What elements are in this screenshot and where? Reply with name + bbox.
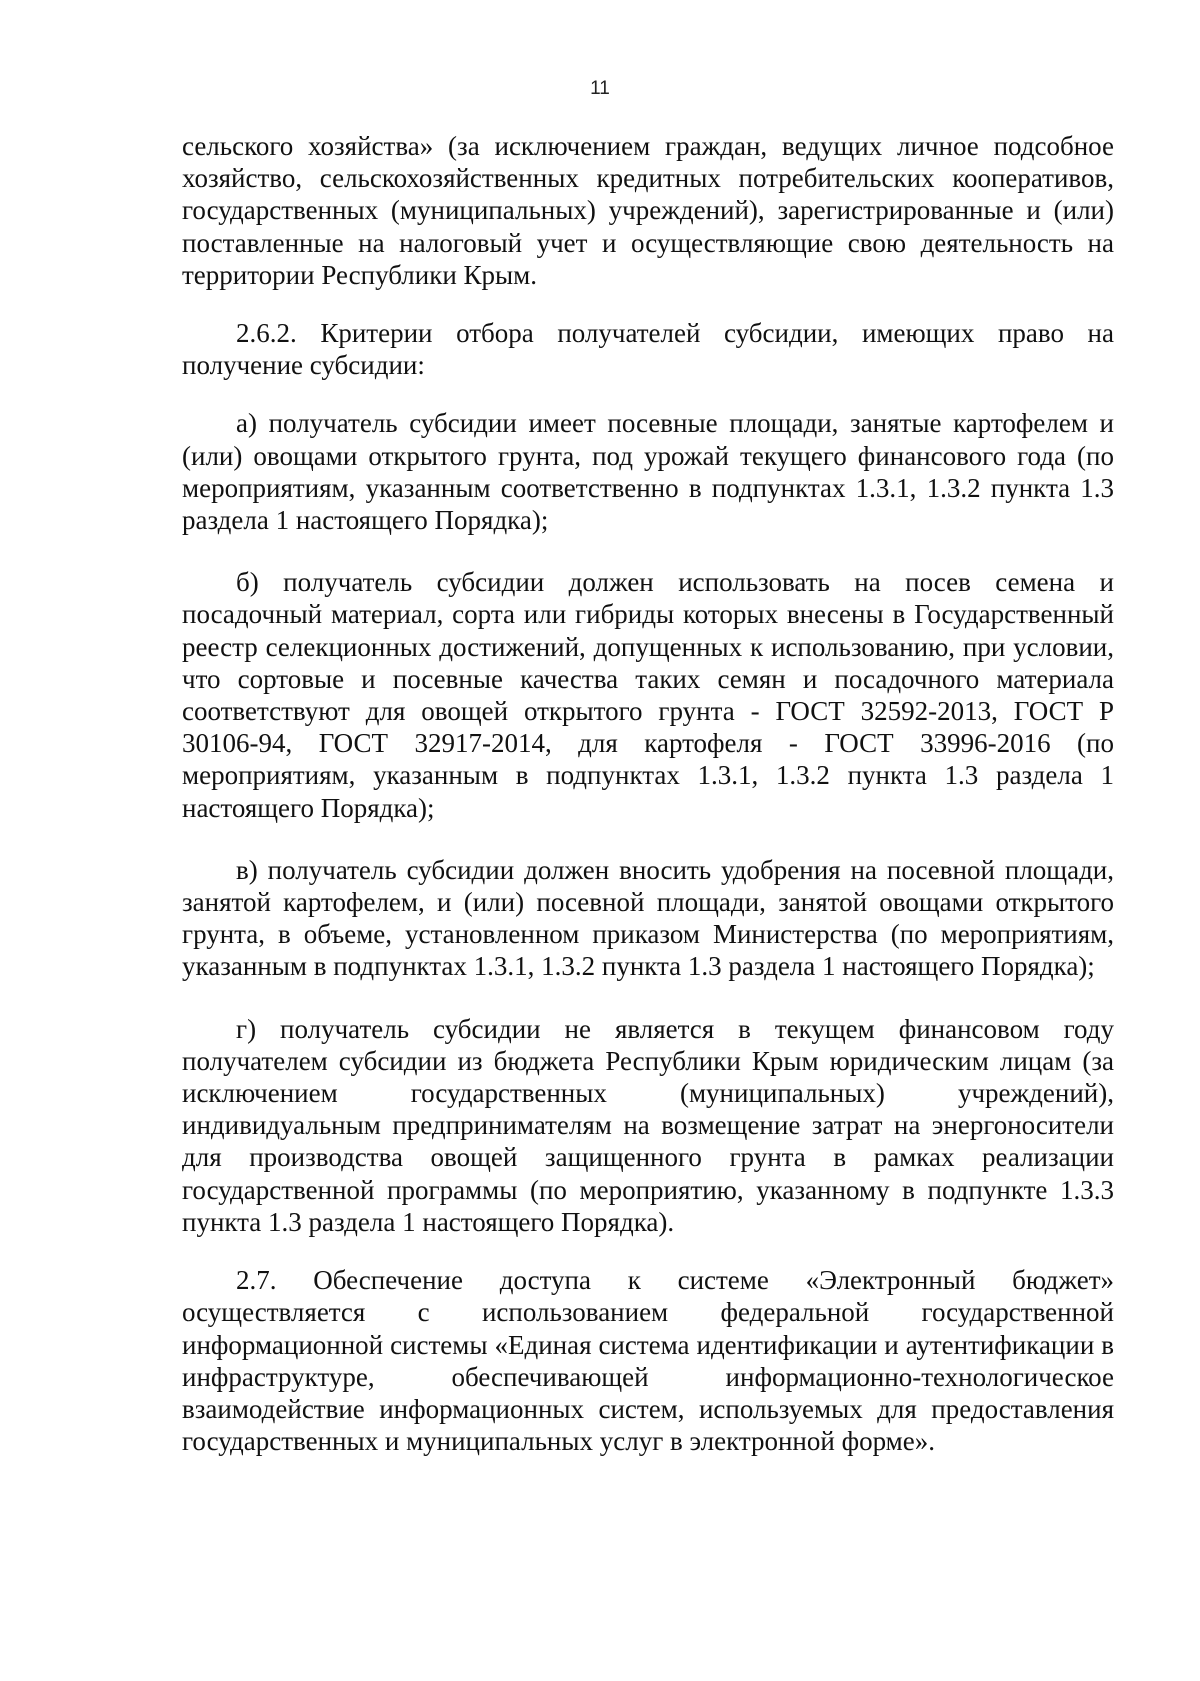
document-body — [182, 130, 1114, 1457]
paragraph-item-b: б) получатель субсидии должен использовать на посев семена и посадочный материал, сорта или гибриды которых внесены в Государственный реестр селекционных достижений, допущенных к использованию, при условии, что сортовые и посевные качества таких семян и посадочного материала соответствуют для овощей открытого грунта - ГОСТ 32592-2013, ГОСТ Р 30106-94, ГОСТ 32917-2014, для картофеля - ГОСТ 33996-2016 (по мероприятиям, указанным в подпунктах 1.3.1, 1.3.2 пункта 1.3 раздела 1 настоящего Порядка); — [182, 567, 1114, 823]
paragraph-item-g: г) получатель субсидии не является в текущем финансовом году получателем субсидии из бюджета Республики Крым юридическим лицам (за исключением государственных (муниципальных) учреждений), индивидуальным предпринимателям на возмещение затрат на энергоносители для производства овощей защищенного грунта в рамках реализации государственной программы (по мероприятию, указанному в подпункте 1.3.3 пункта 1.3 раздела 1 настоящего Порядка). — [182, 1013, 1114, 1237]
paragraph-item-a: а) получатель субсидии имеет посевные площади, занятые картофелем и (или) овощами открытого грунта, под урожай текущего финансового года (по мероприятиям, указанным соответственно в подпунктах 1.3.1, 1.3.2 пункта 1.3 раздела 1 настоящего Порядка); — [182, 408, 1114, 536]
paragraph-item-v: в) получатель субсидии должен вносить удобрения на посевной площади, занятой картофелем, и (или) посевной площади, занятой овощами открытого грунта, в объеме, установленном приказом Министерства (по мероприятиям, указанным в подпунктах 1.3.1, 1.3.2 пункта 1.3 раздела 1 настоящего Порядка); — [182, 854, 1114, 982]
page-number: 11 — [590, 78, 610, 99]
paragraph-continuation: сельского хозяйства» (за исключением граждан, ведущих личное подсобное хозяйство, сельскохозяйственных кредитных потребительских кооперативов, государственных (муниципальных) учреждений), зарегистрированные и (или) поставленные на налоговый учет и осуществляющие свою деятельность на территории Республики Крым. — [182, 131, 1114, 290]
paragraph-2-7: 2.7. Обеспечение доступа к системе «Электронный бюджет» осуществляется с использованием федеральной государственной информационной системы «Единая система идентификации и аутентификации в инфраструктуре, обеспечивающей информационно-технологическое взаимодействие информационных систем, используемых для предоставления государственных и муниципальных услуг в электронной форме». — [182, 1265, 1114, 1457]
paragraph-2-6-2: 2.6.2. Критерии отбора получателей субсидии, имеющих право на получение субсидии: — [182, 318, 1114, 381]
